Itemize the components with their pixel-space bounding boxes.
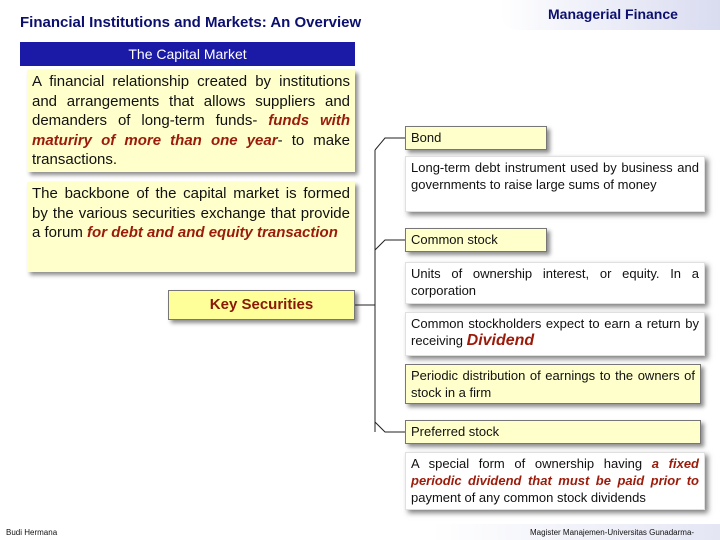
common-stock-description-text: Units of ownership interest, or equity. In a corporation bbox=[411, 266, 699, 298]
periodic-distribution-text: Periodic distribution of earnings to the owners of stock in a firm bbox=[411, 368, 695, 400]
footer-author: Budi Hermana bbox=[6, 528, 58, 537]
definition-text-a: A financial relationship created by institutions and arrangements that allows suppliers and demanders of long-term funds- bbox=[32, 73, 350, 129]
dividend-highlight: Dividend bbox=[466, 332, 535, 349]
key-securities-box: Key Securities bbox=[168, 290, 355, 320]
common-dividend-box bbox=[405, 312, 705, 356]
definition-highlight: funds with maturiry of more than one year bbox=[32, 112, 350, 149]
section-bar: The Capital Market bbox=[20, 42, 355, 66]
bond-description bbox=[405, 156, 705, 212]
periodic-distribution-box bbox=[405, 364, 701, 404]
footer-institution: Magister Manajemen-Universitas Gunadarma- bbox=[530, 528, 695, 537]
preferred-stock-label: Preferred stock bbox=[411, 424, 500, 439]
bond-label: Bond bbox=[411, 130, 442, 145]
common-dividend-text: Common stockholders expect to earn a return by receiving bbox=[411, 316, 699, 348]
common-stock-description bbox=[405, 262, 705, 304]
preferred-stock-box bbox=[405, 420, 701, 444]
page-title: Financial Institutions and Markets: An Overview bbox=[20, 14, 362, 31]
preferred-text-b: payment of any common stock dividends bbox=[411, 490, 646, 505]
preferred-stock-description bbox=[405, 452, 705, 510]
bond-box bbox=[405, 126, 547, 150]
preferred-text-a: A special form of ownership having bbox=[411, 456, 652, 471]
course-title: Managerial Finance bbox=[548, 6, 678, 22]
definition-text-b: - to make transactions. bbox=[32, 131, 350, 168]
preferred-highlight: a fixed periodic dividend that must be paid prior to bbox=[411, 456, 699, 488]
common-stock-label: Common stock bbox=[411, 232, 498, 247]
backbone-text: The backbone of the capital market is formed by the various securities exchange that provide a forum bbox=[32, 185, 350, 241]
common-stock-box bbox=[405, 228, 547, 252]
bond-description-text: Long-term debt instrument used by business and governments to raise large sums of money bbox=[411, 160, 699, 192]
backbone-highlight: for debt and and equity transaction bbox=[87, 224, 338, 241]
